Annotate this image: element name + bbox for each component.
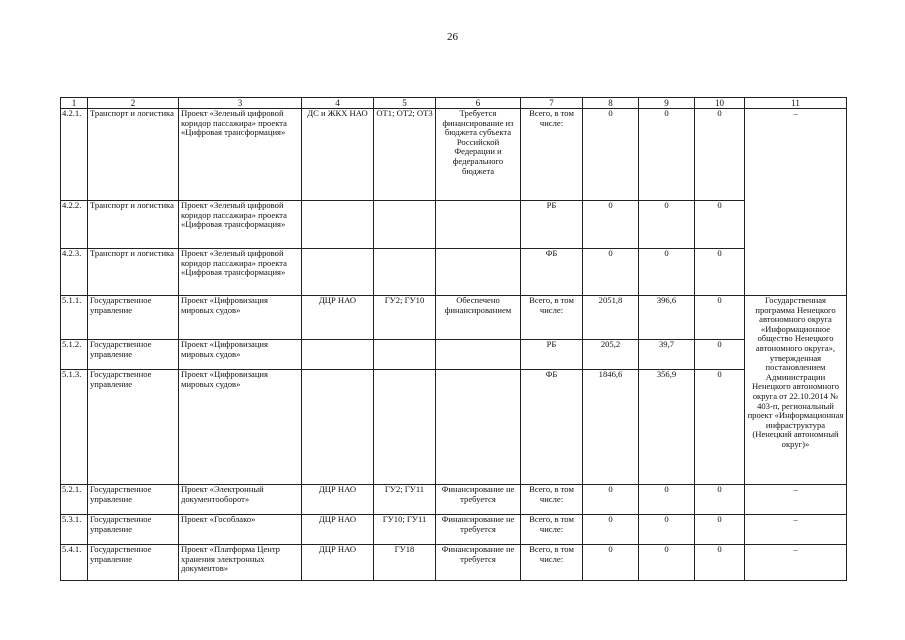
row-value-9: 0	[639, 249, 695, 296]
col-header-7: 7	[521, 98, 583, 109]
row-indicators	[374, 201, 436, 249]
row-executor: ДЦР НАО	[302, 485, 374, 515]
row-indicators: ОТ1; ОТ2; ОТ3	[374, 109, 436, 201]
row-funding: Финансирование не требуется	[436, 515, 521, 545]
col-header-1: 1	[61, 98, 88, 109]
row-value-9: 396,6	[639, 296, 695, 340]
row-project: Проект «Цифровизация мировых судов»	[179, 296, 302, 340]
row-area: Государственное управление	[88, 545, 179, 581]
row-value-9: 39,7	[639, 340, 695, 370]
row-source: Всего, в том числе:	[521, 545, 583, 581]
row-executor: ДЦР НАО	[302, 515, 374, 545]
row-source: Всего, в том числе:	[521, 109, 583, 201]
program-table	[60, 97, 847, 581]
row-area: Транспорт и логистика	[88, 249, 179, 296]
row-source: ФБ	[521, 370, 583, 485]
col-header-4: 4	[302, 98, 374, 109]
row-project: Проект «Цифровизация мировых судов»	[179, 340, 302, 370]
row-project: Проект «Гособлако»	[179, 515, 302, 545]
row-col11-group1: –	[745, 109, 847, 296]
row-value-8: 0	[583, 109, 639, 201]
page-number: 26	[447, 31, 458, 43]
row-executor	[302, 249, 374, 296]
row-project: Проект «Зеленый цифровой коридор пассажира» проекта «Цифровая трансформация»	[179, 249, 302, 296]
row-value-8: 0	[583, 545, 639, 581]
row-value-8: 205,2	[583, 340, 639, 370]
row-value-8: 0	[583, 249, 639, 296]
row-value-8: 1846,6	[583, 370, 639, 485]
row-code: 5.1.3.	[61, 370, 88, 485]
row-value-10: 0	[695, 515, 745, 545]
row-funding: Финансирование не требуется	[436, 485, 521, 515]
table-row	[61, 296, 847, 340]
row-project: Проект «Цифровизация мировых судов»	[179, 370, 302, 485]
row-funding: Обеспечено финансированием	[436, 296, 521, 340]
row-col11: –	[745, 515, 847, 545]
col-header-5: 5	[374, 98, 436, 109]
row-indicators	[374, 340, 436, 370]
row-indicators	[374, 249, 436, 296]
row-area: Государственное управление	[88, 515, 179, 545]
row-project: Проект «Зеленый цифровой коридор пассажира» проекта «Цифровая трансформация»	[179, 109, 302, 201]
row-col11-group2: Государственная программа Ненецкого автономного округа «Информационное общество Ненецкого автономного округа», утвержденная постановлением Администрации Ненецкого автономного округа от 22.10.2014 № 403-п, региональный проект «Информационная инфраструктура (Ненецкий автономный округ)»	[745, 296, 847, 485]
row-funding	[436, 249, 521, 296]
row-value-10: 0	[695, 485, 745, 515]
table-row	[61, 249, 847, 296]
row-indicators: ГУ2; ГУ11	[374, 485, 436, 515]
table-row	[61, 370, 847, 485]
row-value-8: 0	[583, 201, 639, 249]
table-row	[61, 515, 847, 545]
col-header-8: 8	[583, 98, 639, 109]
row-executor: ДС и ЖКХ НАО	[302, 109, 374, 201]
col-header-3: 3	[179, 98, 302, 109]
row-source: Всего, в том числе:	[521, 485, 583, 515]
row-value-8: 0	[583, 515, 639, 545]
row-funding: Требуется финансирование из бюджета субъекта Российской Федерации и федерального бюджета	[436, 109, 521, 201]
table-row	[61, 340, 847, 370]
row-funding: Финансирование не требуется	[436, 545, 521, 581]
row-source: РБ	[521, 201, 583, 249]
row-value-9: 0	[639, 485, 695, 515]
col-header-10: 10	[695, 98, 745, 109]
row-value-9: 356,9	[639, 370, 695, 485]
row-indicators: ГУ10; ГУ11	[374, 515, 436, 545]
table-row	[61, 545, 847, 581]
row-source: Всего, в том числе:	[521, 296, 583, 340]
col-header-6: 6	[436, 98, 521, 109]
row-value-8: 2051,8	[583, 296, 639, 340]
row-code: 4.2.1.	[61, 109, 88, 201]
row-executor: ДЦР НАО	[302, 296, 374, 340]
row-value-8: 0	[583, 485, 639, 515]
row-area: Транспорт и логистика	[88, 201, 179, 249]
row-code: 4.2.2.	[61, 201, 88, 249]
col-header-2: 2	[88, 98, 179, 109]
row-executor: ДЦР НАО	[302, 545, 374, 581]
row-indicators: ГУ18	[374, 545, 436, 581]
row-area: Государственное управление	[88, 485, 179, 515]
row-project: Проект «Электронный документооборот»	[179, 485, 302, 515]
row-value-9: 0	[639, 515, 695, 545]
row-code: 4.2.3.	[61, 249, 88, 296]
row-executor	[302, 370, 374, 485]
row-indicators: ГУ2; ГУ10	[374, 296, 436, 340]
row-indicators	[374, 370, 436, 485]
row-code: 5.1.2.	[61, 340, 88, 370]
row-source: РБ	[521, 340, 583, 370]
row-area: Государственное управление	[88, 296, 179, 340]
row-value-10: 0	[695, 249, 745, 296]
row-col11: –	[745, 485, 847, 515]
row-project: Проект «Платформа Центр хранения электронных документов»	[179, 545, 302, 581]
row-funding	[436, 201, 521, 249]
row-executor	[302, 340, 374, 370]
row-area: Государственное управление	[88, 340, 179, 370]
row-funding	[436, 370, 521, 485]
row-code: 5.4.1.	[61, 545, 88, 581]
row-area: Государственное управление	[88, 370, 179, 485]
row-source: ФБ	[521, 249, 583, 296]
row-value-9: 0	[639, 545, 695, 581]
row-funding	[436, 340, 521, 370]
row-value-10: 0	[695, 109, 745, 201]
row-code: 5.1.1.	[61, 296, 88, 340]
table-row	[61, 109, 847, 201]
row-code: 5.3.1.	[61, 515, 88, 545]
row-value-10: 0	[695, 201, 745, 249]
row-value-9: 0	[639, 201, 695, 249]
row-value-10: 0	[695, 340, 745, 370]
row-value-9: 0	[639, 109, 695, 201]
row-col11: –	[745, 545, 847, 581]
row-value-10: 0	[695, 545, 745, 581]
row-area: Транспорт и логистика	[88, 109, 179, 201]
col-header-9: 9	[639, 98, 695, 109]
table-row	[61, 201, 847, 249]
col-header-11: 11	[745, 98, 847, 109]
table-row	[61, 485, 847, 515]
row-executor	[302, 201, 374, 249]
row-value-10: 0	[695, 370, 745, 485]
row-code: 5.2.1.	[61, 485, 88, 515]
header-row	[61, 98, 847, 109]
row-project: Проект «Зеленый цифровой коридор пассажира» проекта «Цифровая трансформация»	[179, 201, 302, 249]
row-value-10: 0	[695, 296, 745, 340]
row-source: Всего, в том числе:	[521, 515, 583, 545]
